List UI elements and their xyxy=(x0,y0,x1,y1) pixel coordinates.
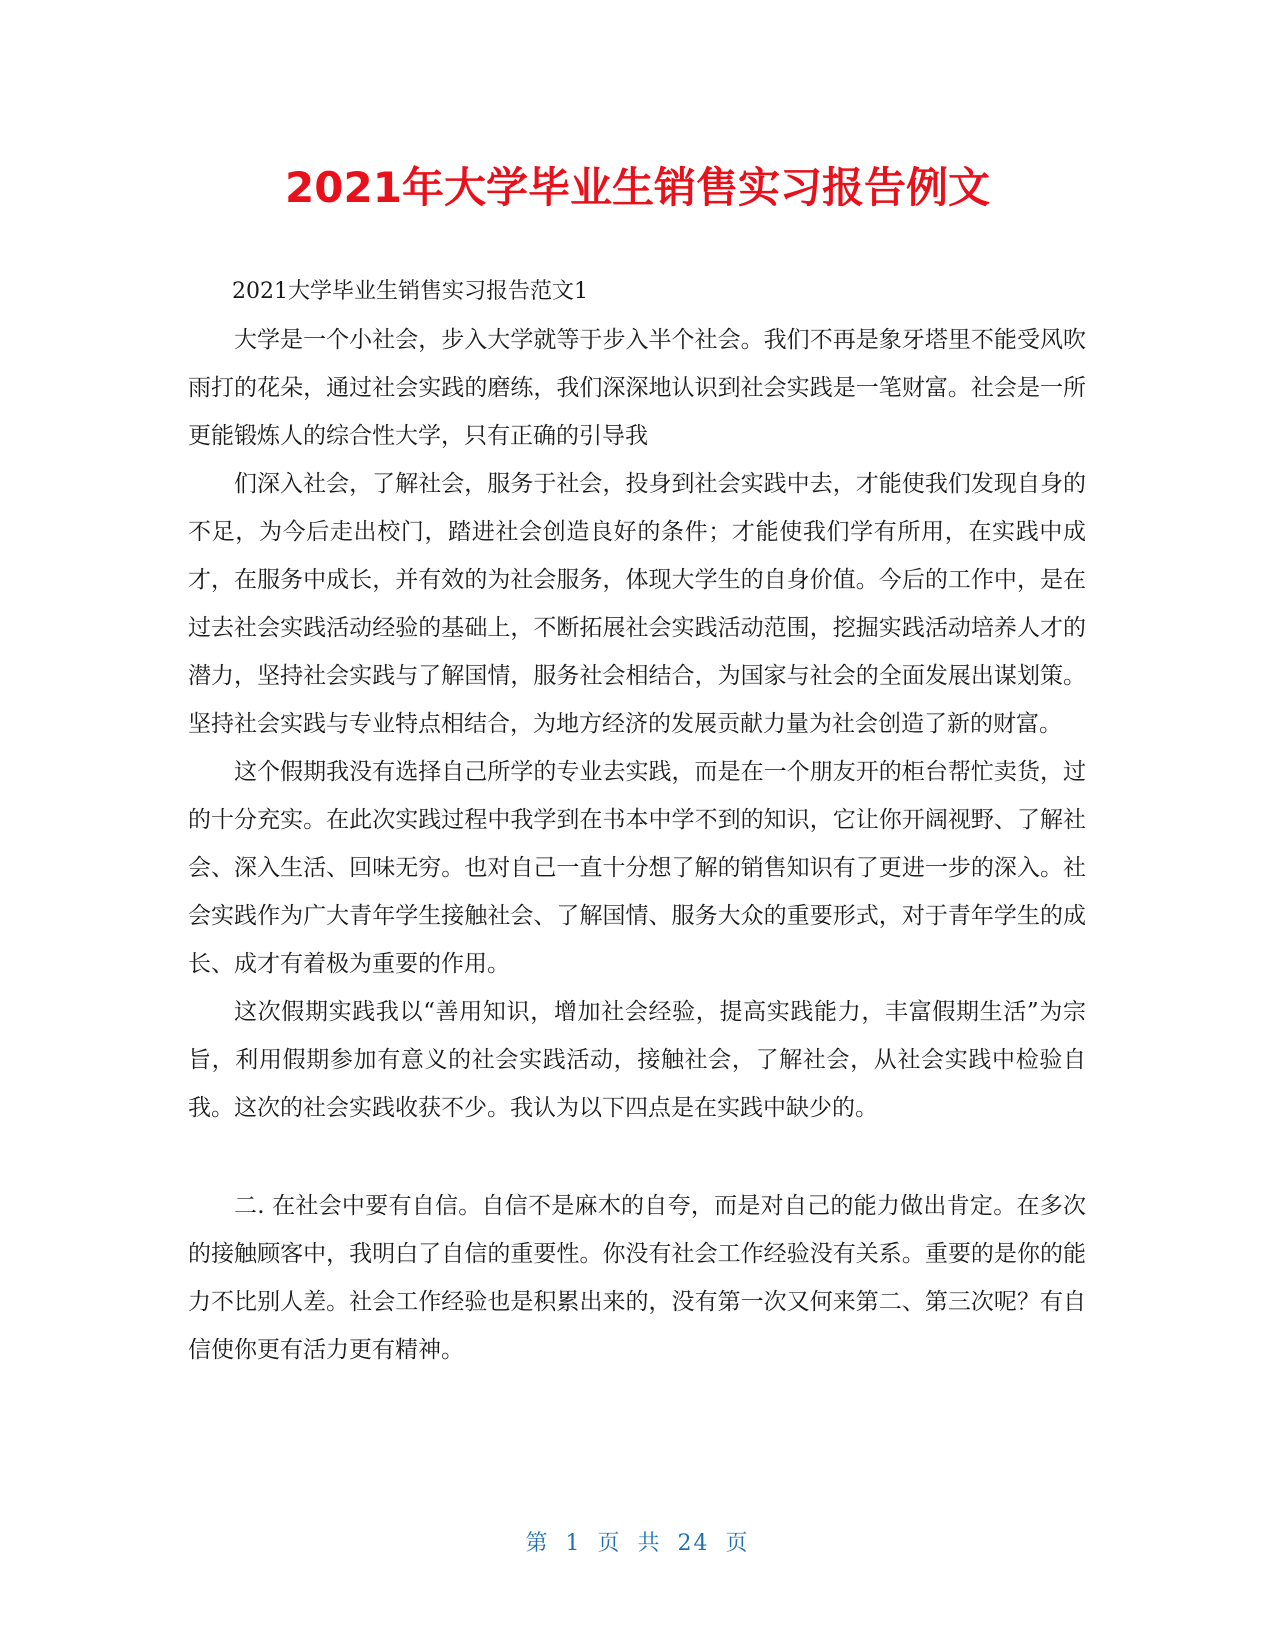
document-body xyxy=(188,268,1086,1374)
paragraph-gap xyxy=(188,1132,1086,1182)
footer-total-pages: 24 xyxy=(677,1531,710,1556)
section-subtitle: 2021大学毕业生销售实习报告范文1 xyxy=(232,279,588,304)
footer-current-page: 1 xyxy=(565,1531,582,1556)
footer-label-ye2: 页 xyxy=(725,1531,750,1556)
paragraph-1: 大学是一个小社会，步入大学就等于步入半个社会。我们不再是象牙塔里不能受风吹雨打的花朵，通过社会实践的磨练，我们深深地认识到社会实践是一笔财富。社会是一所更能锻炼人的综合性大学，只有正确的引导我 xyxy=(188,327,1086,449)
paragraph-5: 二. 在社会中要有自信。自信不是麻木的自夸，而是对自己的能力做出肯定。在多次的接触顾客中，我明白了自信的重要性。你没有社会工作经验没有关系。重要的是你的能力不比别人差。社会工作经验也是积累出来的，没有第一次又何来第二、第三次呢？有自信使你更有活力更有精神。 xyxy=(188,1193,1086,1363)
footer-label-ye: 页 xyxy=(597,1531,622,1556)
page-footer xyxy=(0,1526,1275,1557)
document-title: 2021年大学毕业生销售实习报告例文 xyxy=(285,163,990,212)
paragraph-3: 这个假期我没有选择自己所学的专业去实践，而是在一个朋友开的柜台帮忙卖货，过的十分充实。在此次实践过程中我学到在书本中学不到的知识，它让你开阔视野、了解社会、深入生活、回味无穷。也对自己一直十分想了解的销售知识有了更进一步的深入。社会实践作为广大青年学生接触社会、了解国情、服务大众的重要形式，对于青年学生的成长、成才有着极为重要的作用。 xyxy=(188,759,1086,977)
footer-label-total: 共 xyxy=(637,1531,662,1556)
paragraph-2: 们深入社会，了解社会，服务于社会，投身到社会实践中去，才能使我们发现自身的不足，为今后走出校门，踏进社会创造良好的条件；才能使我们学有所用，在实践中成才，在服务中成长，并有效的为社会服务，体现大学生的自身价值。今后的工作中，是在过去社会实践活动经验的基础上，不断拓展社会实践活动范围，挖掘实践活动培养人才的潜力，坚持社会实践与了解国情，服务社会相结合，为国家与社会的全面发展出谋划策。坚持社会实践与专业特点相结合，为地方经济的发展贡献力量为社会创造了新的财富。 xyxy=(188,471,1086,737)
paragraph-4: 这次假期实践我以“善用知识，增加社会经验，提高实践能力，丰富假期生活”为宗旨，利用假期参加有意义的社会实践活动，接触社会，了解社会，从社会实践中检验自我。这次的社会实践收获不少。我认为以下四点是在实践中缺少的。 xyxy=(188,999,1086,1121)
footer-label-page: 第 xyxy=(525,1531,550,1556)
